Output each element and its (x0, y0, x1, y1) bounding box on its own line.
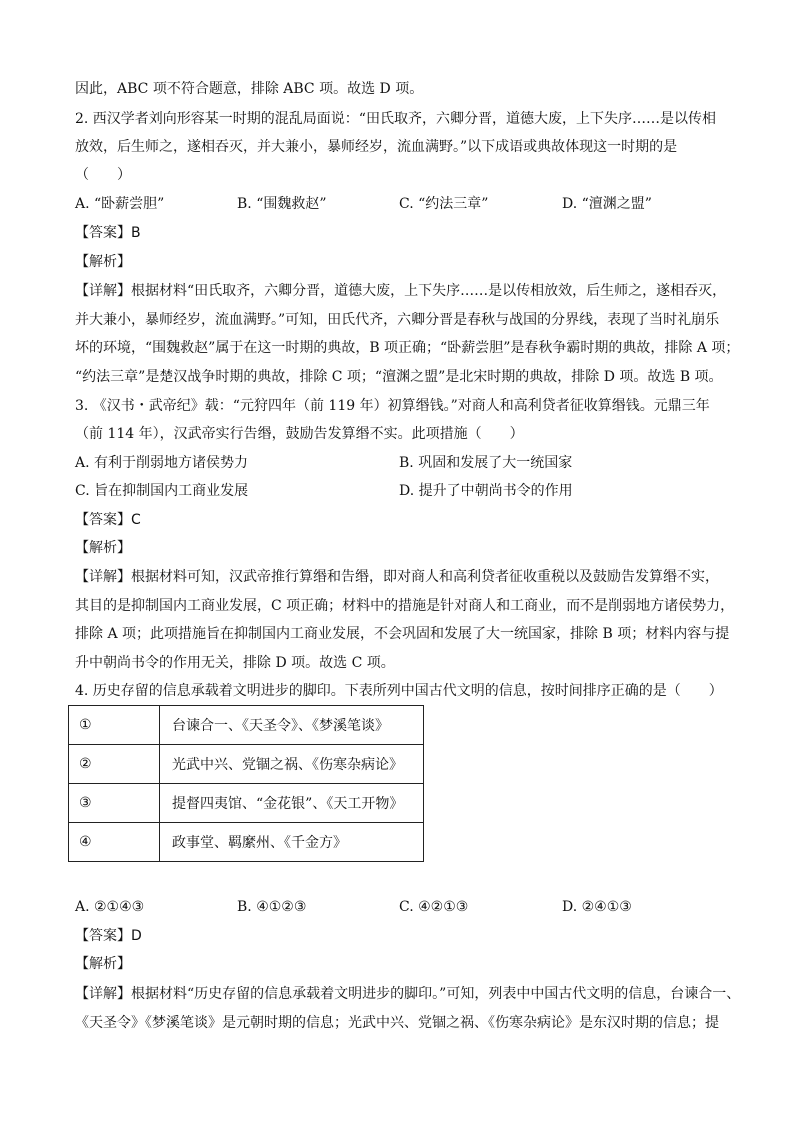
table-row (69, 784, 424, 823)
question-2-blank: （ ） (75, 167, 131, 183)
q2-analysis-heading: 【解析】 (75, 254, 131, 270)
table-cell-number: ② (69, 745, 160, 784)
q2-explanation-line-4: “约法三章”是楚汉战争时期的典故，排除 C 项；“澶渊之盟”是北宋时期的典故，排除 D 项。故选 B 项。 (75, 369, 723, 385)
q4-option-c: C. ④②①③ (399, 899, 469, 915)
q3-option-a: A. 有利于削弱地方诸侯势力 (75, 455, 249, 471)
q2-option-c: C. “约法三章” (399, 196, 489, 212)
q3-analysis-heading: 【解析】 (75, 540, 131, 556)
q4-answer: 【答案】D (75, 928, 142, 944)
table-cell-number: ③ (69, 784, 160, 823)
q3-option-c: C. 旨在抑制国内工商业发展 (75, 483, 249, 499)
q3-explanation-line-3: 排除 A 项；此项措施旨在抑制国内工商业发展，不会巩固和发展了大一统国家，排除 B 项；材料内容与提 (75, 626, 730, 642)
q4-explanation-line-2: 《天圣令》《梦溪笔谈》是元朝时期的信息；光武中兴、党锢之祸、《伤寒杂病论》是东汉时期的信息；提 (75, 1015, 719, 1031)
previous-answer-conclusion: 因此，ABC 项不符合题意，排除 ABC 项。故选 D 项。 (75, 81, 424, 97)
table-cell-number: ① (69, 706, 160, 745)
table-cell-number: ④ (69, 823, 160, 862)
question-3-stem-line-1: 3. 《汉书・武帝纪》载：“元狩四年（前 119 年）初算缗钱。”对商人和高利贷者征收算缗钱。元鼎三年 (75, 398, 710, 414)
question-4-stem: 4. 历史存留的信息承载着文明进步的脚印。下表所列中国古代文明的信息，按时间排序正确的是（ ） (75, 683, 723, 699)
question-2-stem-line-2: 放效，后生师之，遂相吞灭，并大兼小，暴师经岁，流血满野。”以下成语或典故体现这一时期的是 (75, 139, 678, 155)
q3-option-b: B. 巩固和发展了大一统国家 (399, 455, 573, 471)
q2-explanation-line-3: 坏的环境，“围魏救赵”属于在这一时期的典故，B 项正确；“卧薪尝胆”是春秋争霸时期的典故，排除 A 项； (75, 340, 740, 356)
question-2-stem-line-1: 2. 西汉学者刘向形容某一时期的混乱局面说：“田氏取齐，六卿分晋，道德大废，上下失序……是以传相 (75, 111, 716, 127)
q2-explanation-line-1: 【详解】根据材料“田氏取齐，六卿分晋，道德大废，上下失序……是以传相放效，后生师之，遂相吞灭， (75, 283, 727, 299)
table-row (69, 823, 424, 862)
q3-explanation-line-4: 升中朝尚书令的作用无关，排除 D 项。故选 C 项。 (75, 655, 395, 671)
q4-option-d: D. ②④①③ (562, 899, 632, 915)
table-cell-content: 光武中兴、党锢之祸、《伤寒杂病论》 (160, 745, 424, 784)
q4-option-a: A. ②①④③ (75, 899, 145, 915)
question-3-stem-line-2: （前 114 年），汉武帝实行告缗，鼓励告发算缗不实。此项措施（ ） (75, 426, 524, 442)
table-cell-content: 台谏合一、《天圣令》、《梦溪笔谈》 (160, 706, 424, 745)
table-row (69, 745, 424, 784)
q2-answer: 【答案】B (75, 225, 141, 241)
q2-explanation-line-2: 并大兼小，暴师经岁，流血满野。”可知，田氏代齐，六卿分晋是春秋与战国的分界线，表现了当时礼崩乐 (75, 312, 720, 328)
q2-option-b: B. “围魏救赵” (237, 196, 327, 212)
q3-explanation-line-1: 【详解】根据材料可知，汉武帝推行算缗和告缗，即对商人和高利贷者征收重税以及鼓励告发算缗不实， (75, 569, 719, 585)
table-row (69, 706, 424, 745)
q3-answer: 【答案】C (75, 512, 141, 528)
civilization-info-table (68, 705, 424, 862)
q3-explanation-line-2: 其目的是抑制国内工商业发展，C 项正确；材料中的措施是针对商人和工商业，而不是削弱地方诸侯势力， (75, 598, 735, 614)
q4-explanation-line-1: 【详解】根据材料“历史存留的信息承载着文明进步的脚印。”可知，列表中中国古代文明的信息，台谏合一、 (75, 986, 741, 1002)
q2-option-d: D. “澶渊之盟” (562, 196, 652, 212)
q3-option-d: D. 提升了中朝尚书令的作用 (399, 483, 573, 499)
q2-option-a: A. “卧薪尝胆” (75, 196, 165, 212)
table-cell-content: 提督四夷馆、“金花银”、《天工开物》 (160, 784, 424, 823)
q4-option-b: B. ④①②③ (237, 899, 307, 915)
q4-analysis-heading: 【解析】 (75, 956, 131, 972)
table-cell-content: 政事堂、羁縻州、《千金方》 (160, 823, 424, 862)
